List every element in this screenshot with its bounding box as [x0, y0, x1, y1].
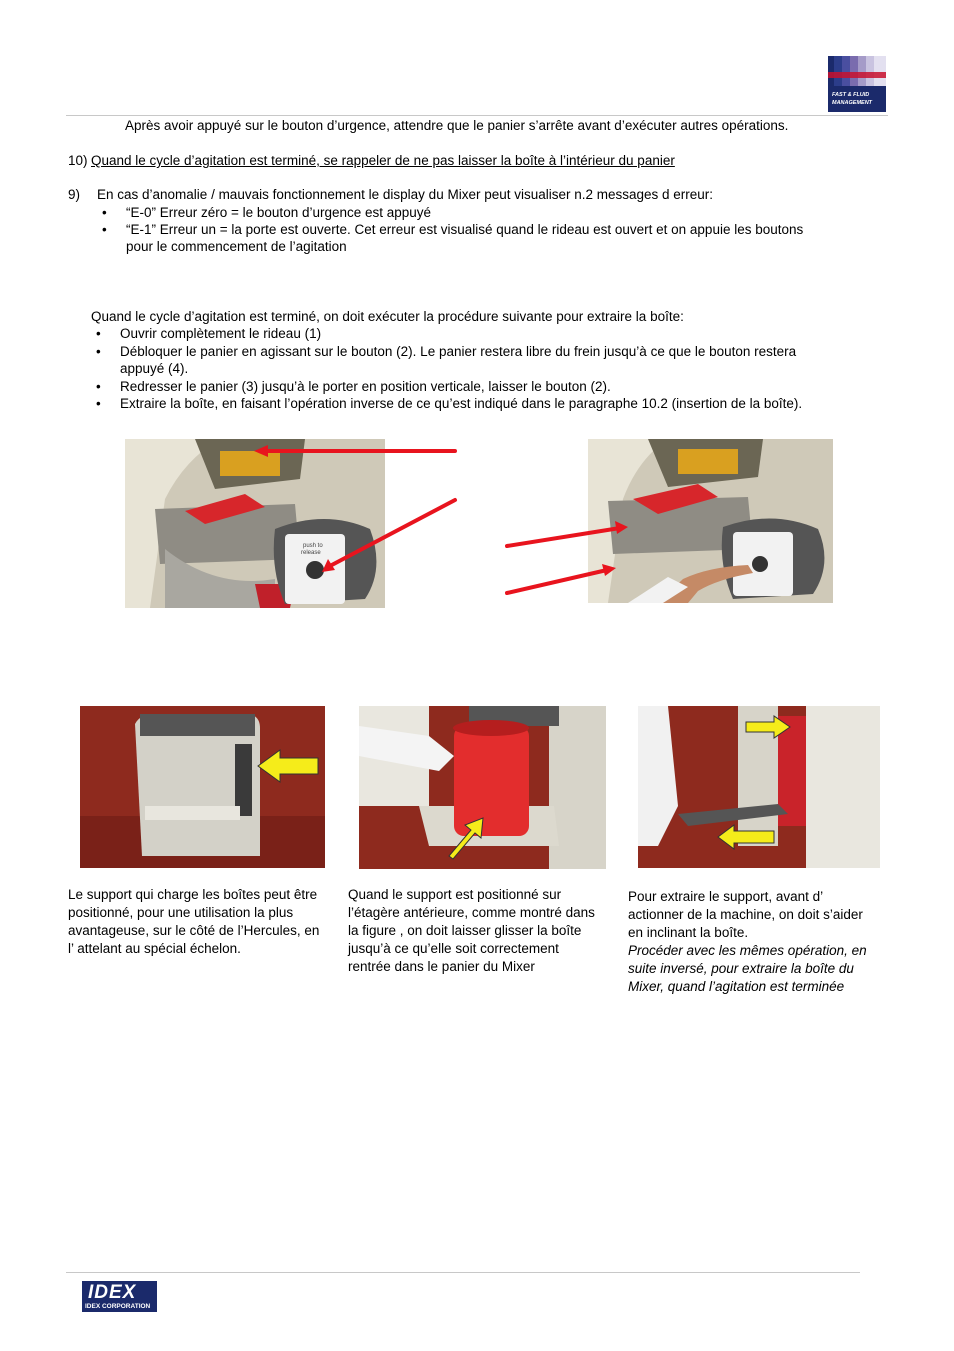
idex-logo-sub: IDEX CORPORATION — [85, 1303, 151, 1310]
caption-col1 — [68, 886, 319, 958]
procedure-step-4: • Extraire la boîte, en faisant l’opération inverse de ce qu’est indiqué dans le paragraphe 10.2 (insertion de la boîte). — [120, 396, 802, 411]
urgence-note: Après avoir appuyé sur le bouton d’urgence, attendre que le panier s’arrête avant d’exécuter autres opérations. — [125, 118, 789, 133]
item9-bullet-e1-cont: pour le commencement de l’agitation — [126, 239, 347, 254]
caption-col3-italic-line: suite inversé, pour extraire la boîte du — [628, 961, 854, 976]
panel-label-2: release — [301, 550, 321, 556]
logo-line2: MANAGEMENT — [832, 100, 873, 106]
caption-col2-line: l’étagère antérieure, comme montré dans — [348, 905, 595, 920]
caption-col2-line: rentrée dans le panier du Mixer — [348, 959, 535, 974]
caption-col3-italic-line: Mixer, quand l’agitation est terminée — [628, 979, 845, 994]
caption-col2-line: jusqu’à ce qu’elle soit correctement — [348, 941, 559, 956]
procedure-step-2-cont: appuyé (4). — [120, 361, 189, 376]
caption-col3-line: en inclinant la boîte. — [628, 925, 749, 940]
caption-col2-line: Quand le support est positionné sur — [348, 887, 562, 902]
procedure-step-3: • Redresser le panier (3) jusqu’à le porter en position verticale, laisser le bouton (2). — [120, 379, 611, 394]
caption-col1-line: avantageuse, sur le côté de l’Hercules, en — [68, 923, 320, 938]
item10-number: 10) — [68, 153, 88, 168]
caption-col3-line: Pour extraire le support, avant d’ — [628, 889, 824, 904]
idex-logo-main: IDEX — [88, 1282, 137, 1303]
header-rule — [66, 115, 888, 116]
caption-col3-italic-line: Procéder avec les mêmes opération, en — [628, 943, 867, 958]
support-side-photo — [80, 706, 325, 868]
item9-text: En cas d’anomalie / mauvais fonctionnement le display du Mixer peut visualiser n.2 messages d erreur: — [97, 187, 714, 202]
procedure-step-1: • Ouvrir complètement le rideau (1) — [120, 326, 321, 341]
caption-col3-line: actionner de la machine, on doit s’aider — [628, 907, 863, 922]
support-insertion-photo — [359, 706, 606, 869]
caption-col2 — [348, 886, 595, 976]
support-extraction-photo — [638, 706, 880, 868]
caption-col2-line: la figure , on doit laisser glisser la boîte — [348, 923, 582, 938]
panel-label-1: push to — [303, 543, 323, 549]
logo-line1: FAST & FLUID — [832, 92, 870, 98]
procedure-step-2: • Débloquer le panier en agissant sur le bouton (2). Le panier restera libre du frein jusqu’à ce que le bouton restera — [120, 344, 796, 359]
fast-fluid-logo — [828, 56, 886, 112]
footer-rule — [66, 1272, 860, 1273]
caption-col3 — [628, 888, 867, 996]
item10-text: Quand le cycle d’agitation est terminé, se rappeler de ne pas laisser la boîte à l’intérieur du panier — [91, 153, 675, 168]
red-arrows — [250, 440, 630, 605]
item9-number: 9) — [68, 187, 81, 202]
caption-col1-line: Le support qui charge les boîtes peut être — [68, 887, 318, 902]
item9-bullet-e0: • “E-0” Erreur zéro = le bouton d’urgence est appuyé — [126, 205, 431, 220]
procedure-intro: Quand le cycle d’agitation est terminé, on doit exécuter la procédure suivante pour extraire la boîte: — [91, 309, 684, 324]
idex-logo — [82, 1281, 157, 1312]
caption-col1-line: l’ attelant au spécial échelon. — [68, 941, 241, 956]
item9-bullet-e1: • “E-1” Erreur un = la porte est ouverte. Cet erreur est visualisé quand le rideau est ouvert et on appuie les boutons — [126, 222, 803, 237]
caption-col1-line: positionné, pour une utilisation la plus — [68, 905, 294, 920]
